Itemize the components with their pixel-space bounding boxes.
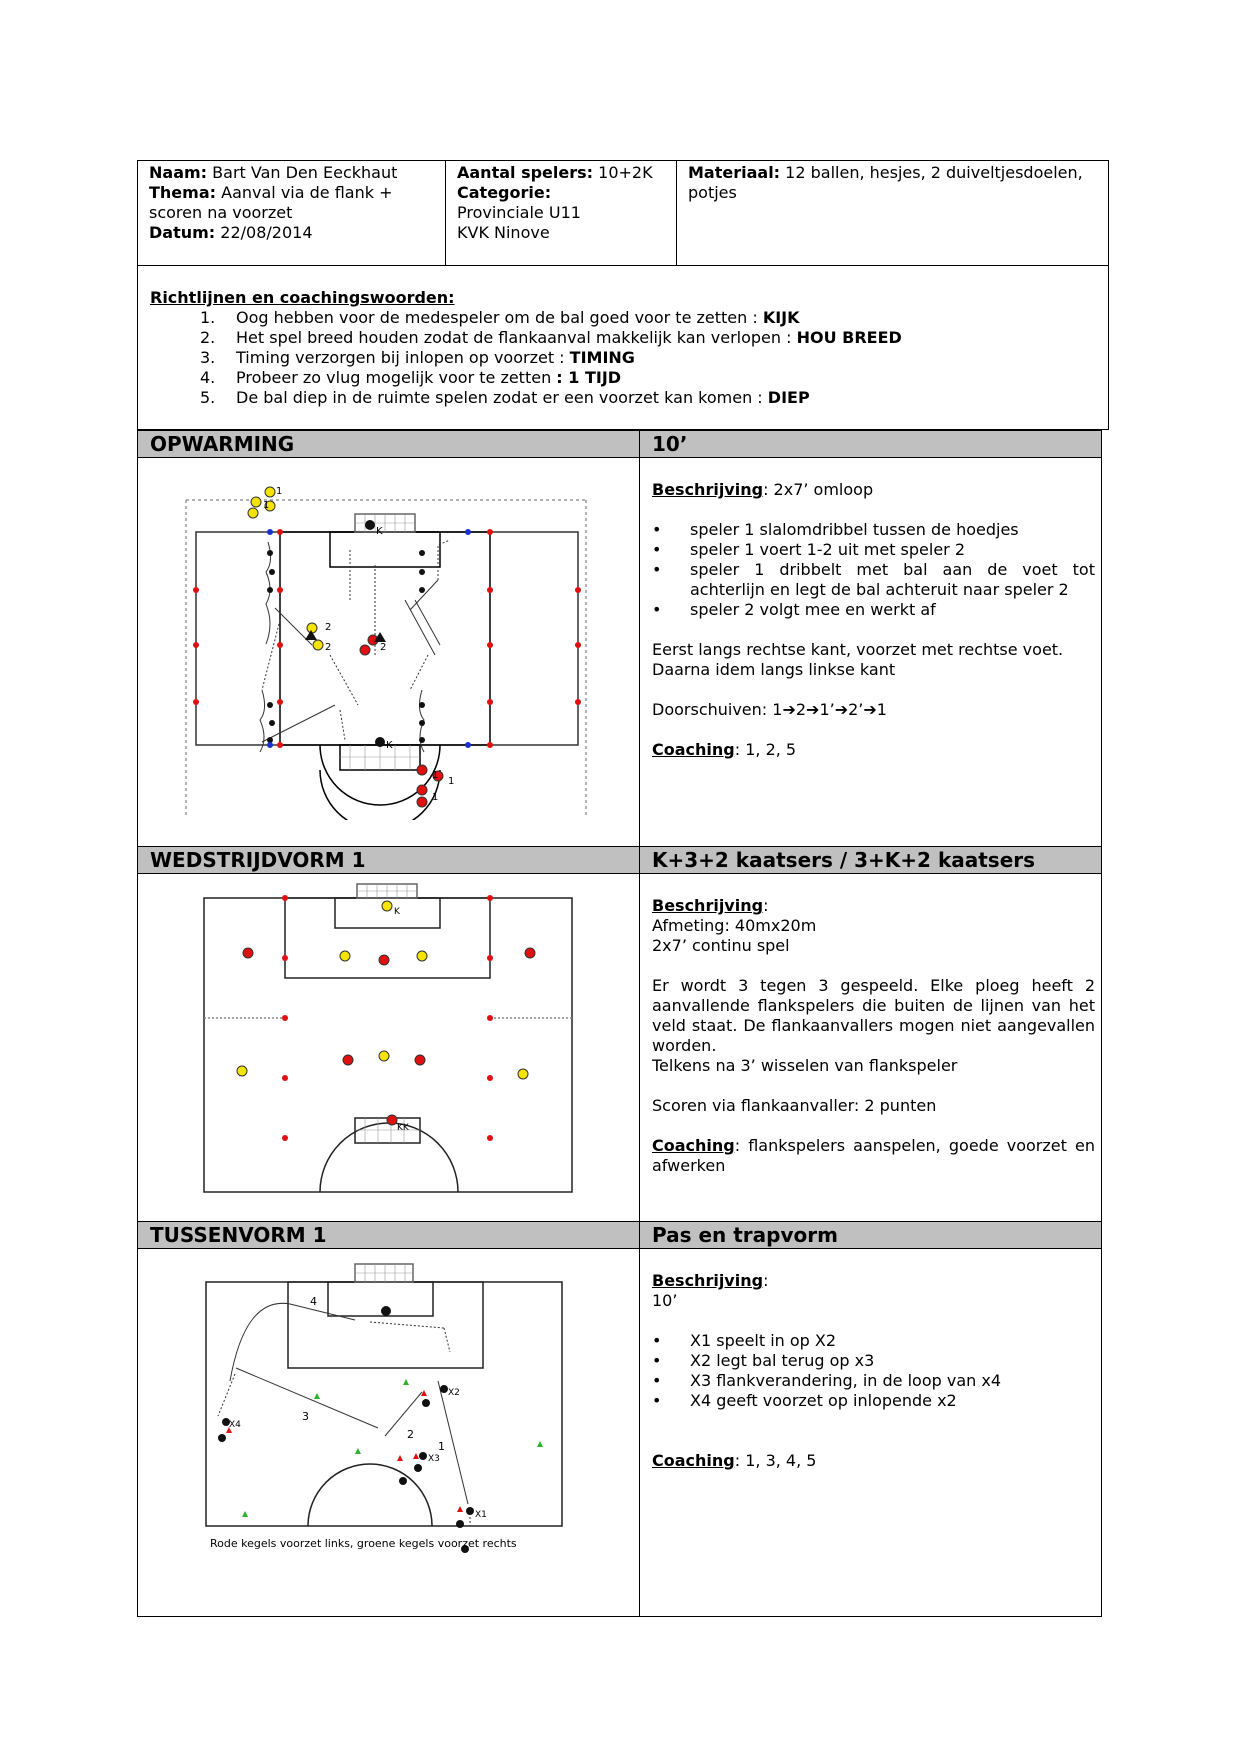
section-subtitle-warmup: 10’ — [639, 430, 1102, 458]
yellow-players — [248, 487, 323, 650]
warmup-diagram — [170, 480, 610, 820]
step-item: • speler 1 slalomdribbel tussen de hoedjes — [652, 520, 1095, 540]
guideline-item: 5. De bal diep in de ruimte spelen zodat er een voorzet kan komen : DIEP — [200, 388, 810, 407]
warmup-label: 1 — [263, 500, 270, 511]
guidelines-list — [150, 308, 1096, 408]
category-line1: Provinciale U11 — [457, 203, 581, 222]
red-players — [360, 635, 443, 807]
warmup-label: 2 — [325, 622, 332, 633]
step-item: • speler 1 voert 1-2 uit met speler 2 — [652, 540, 1095, 560]
players-value: 10+2K — [598, 163, 653, 182]
guidelines-box — [137, 265, 1109, 430]
warmup-label: 1 — [432, 770, 439, 781]
name-label: Naam: — [149, 163, 208, 182]
warmup-description: Beschrijving: 2x7’ omloop • speler 1 slalomdribbel tussen de hoedjes • speler 1 voert 1-2 uit met speler 2 • speler 1 dribbelt met bal aan de voet tot achterlijn en legt de bal achteruit naar speler 2 • speler 2 volgt mee en werkt af Eerst langs rechtse kant, voorzet met rechtse voet. Daarna idem langs linkse kant Doorschuiven: 1➔2➔1’➔2’➔1 Coaching: 1, 2, 5 — [652, 480, 1095, 760]
duration-text: 2x7’ continu spel — [652, 936, 790, 955]
warmup-label: K — [386, 740, 393, 751]
pass-label: X1 — [475, 1510, 487, 1520]
step-item: • speler 1 dribbelt met bal aan de voet tot achterlijn en legt de bal achteruit naar speler 2 — [652, 560, 1095, 600]
dimension-text: Afmeting: 40mx20m — [652, 916, 817, 935]
warmup-steps — [652, 520, 1095, 620]
warmup-label: 1 — [432, 792, 439, 803]
date-label: Datum: — [149, 223, 216, 242]
warmup-label: 2 — [380, 642, 387, 653]
pass-label: X4 — [229, 1420, 241, 1430]
warmup-label: 1 — [448, 776, 455, 787]
warmup-label: 2 — [325, 642, 332, 653]
match-description: Beschrijving: Afmeting: 40mx20m 2x7’ continu spel Er wordt 3 tegen 3 gespeeld. Elke ploeg heeft 2 aanvallende flankspelers die buiten de lijnen van het veld staat. De flankaanvallers mogen niet aangevallen worden. Telkens na 3’ wisselen van flankspeler Scoren via flankaanvaller: 2 punten Coaching: flankspelers aanspelen, goede voorzet en afwerken — [652, 896, 1095, 1175]
rotation-text: Doorschuiven: 1➔2➔1’➔2’➔1 — [652, 700, 887, 719]
material-value: 12 ballen, hesjes, 2 duiveltjesdoelen, potjes — [688, 163, 1083, 202]
match-diagram — [200, 878, 580, 1196]
pass-label: 4 — [310, 1295, 317, 1308]
info-material-cell — [676, 160, 1109, 207]
section-title-intermediate: TUSSENVORM 1 — [137, 1221, 640, 1249]
pass-label: 2 — [407, 1428, 414, 1441]
info-name-cell — [137, 160, 445, 247]
material-label: Materiaal: — [688, 163, 781, 182]
desc-label: Beschrijving — [652, 480, 764, 499]
duration-text: 10’ — [652, 1291, 678, 1310]
guideline-item: 1. Oog hebben voor de medespeler om de bal goed voor te zetten : KIJK — [200, 308, 800, 327]
pass-label: 3 — [302, 1410, 309, 1423]
section-title-match: WEDSTRIJDVORM 1 — [137, 846, 640, 874]
theme-value: Aanval via de flank + scoren na voorzet — [149, 183, 393, 222]
step-item: • X4 geeft voorzet op inlopende x2 — [652, 1391, 1095, 1411]
match-label: KK — [397, 1123, 409, 1133]
match-label: K — [394, 907, 400, 917]
category-line2: KVK Ninove — [457, 223, 550, 242]
step-item: • X2 legt bal terug op x3 — [652, 1351, 1095, 1371]
step-item: • speler 2 volgt mee en werkt af — [652, 600, 1095, 620]
section-subtitle-intermediate: Pas en trapvorm — [639, 1221, 1102, 1249]
coaching-label: Coaching — [652, 1451, 735, 1470]
pass-diagram — [200, 1256, 570, 1586]
intermediate-steps — [652, 1331, 1095, 1411]
warmup-label: 1 — [276, 486, 283, 497]
guidelines-title: Richtlijnen en coachingswoorden: — [150, 288, 455, 307]
pass-label: X2 — [448, 1388, 460, 1398]
pass-label: 1 — [438, 1440, 445, 1453]
date-value: 22/08/2014 — [220, 223, 313, 242]
step-item: • X3 flankverandering, in de loop van x4 — [652, 1371, 1095, 1391]
section-subtitle-match: K+3+2 kaatsers / 3+K+2 kaatsers — [639, 846, 1102, 874]
desc-label: Beschrijving — [652, 896, 764, 915]
theme-label: Thema: — [149, 183, 217, 202]
warmup-para: Eerst langs rechtse kant, voorzet met rechtse voet. Daarna idem langs linkse kant — [652, 640, 1064, 679]
category-label: Categorie: — [457, 183, 552, 202]
players-label: Aantal spelers: — [457, 163, 594, 182]
name-value: Bart Van Den Eeckhaut — [212, 163, 398, 182]
desc-label: Beschrijving — [652, 1271, 764, 1290]
intermediate-description: Beschrijving: 10’ • X1 speelt in op X2 • X2 legt bal terug op x3 • X3 flankverandering, in de loop van x4 • X4 geeft voorzet op inlopende x2 Coaching: 1, 3, 4, 5 — [652, 1271, 1095, 1471]
coaching-label: Coaching — [652, 740, 735, 759]
pass-label: X3 — [428, 1454, 440, 1464]
coaching-label: Coaching — [652, 1136, 735, 1155]
match-para: Telkens na 3’ wisselen van flankspeler — [652, 1056, 958, 1075]
guideline-item: 2. Het spel breed houden zodat de flankaanval makkelijk kan verlopen : HOU BREED — [200, 328, 902, 347]
info-players-cell — [445, 160, 676, 247]
warmup-label: K — [376, 526, 383, 537]
step-item: • X1 speelt in op X2 — [652, 1331, 1095, 1351]
guideline-item: 3. Timing verzorgen bij inlopen op voorzet : TIMING — [200, 348, 635, 367]
pass-diagram-caption: Rode kegels voorzet links, groene kegels voorzet rechts — [210, 1537, 517, 1550]
match-para: Er wordt 3 tegen 3 gespeeld. Elke ploeg heeft 2 aanvallende flankspelers die buiten de lijnen van het veld staat. De flankaanvallers mogen niet aangevallen worden. — [652, 976, 1095, 1055]
section-title-warmup: OPWARMING — [137, 430, 640, 458]
scoring-text: Scoren via flankaanvaller: 2 punten — [652, 1096, 937, 1115]
guideline-item: 4. Probeer zo vlug mogelijk voor te zetten : 1 TIJD — [200, 368, 622, 387]
